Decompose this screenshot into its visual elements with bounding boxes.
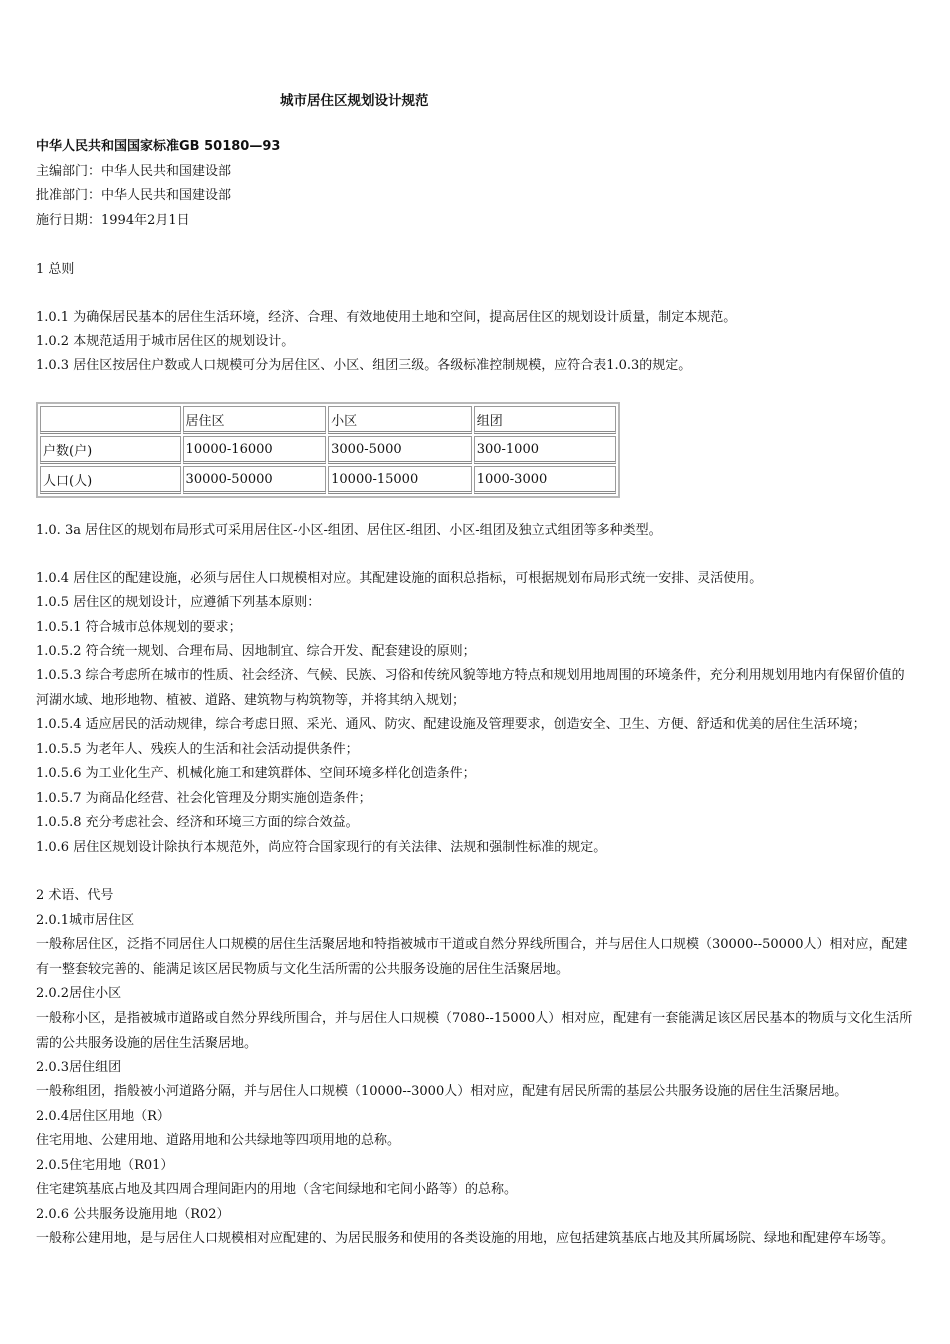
clause-1-0-6: 1.0.6 居住区规划设计除执行本规范外，尚应符合国家现行的有关法律、法规和强制性标准的规定。 (36, 840, 607, 855)
standard-number: 中华人民共和国国家标准GB 50180—93 (36, 139, 281, 154)
clause-1-0-5-6: 1.0.5.6 为工业化生产、机械化施工和建筑群体、空间环境多样化创造条件； (36, 766, 476, 781)
table-header-row (40, 406, 616, 434)
term-2-0-2: 2.0.2居住小区 (36, 986, 122, 1001)
chapter2-heading: 2 术语、代号 (36, 888, 114, 903)
clause-1-0-5-3: 1.0.5.3 综合考虑所在城市的性质、社会经济、气候、民族、习俗和传统风貌等地方特点和规划用地周围的环境条件，充分利用规划用地内有保留价值的河湖水域、地形地物、植被、道路、建筑物与构筑物等，并将其纳入规划； (36, 668, 905, 708)
clause-1-0-4: 1.0.4 居住区的配建设施，必须与居住人口规模相对应。其配建设施的面积总指标，可根据规划布局形式统一安排、灵活使用。 (36, 571, 763, 586)
document-title: 城市居住区规划设计规范 (280, 93, 429, 109)
term-2-0-5: 2.0.5住宅用地（R01） (36, 1158, 174, 1173)
table-cell: 小区 (328, 406, 472, 434)
table-cell: 10000-15000 (328, 466, 472, 494)
term-2-0-6: 2.0.6 公共服务设施用地（R02） (36, 1207, 230, 1222)
definition-2-0-5: 住宅建筑基底占地及其四周合理间距内的用地（含宅间绿地和宅间小路等）的总称。 (36, 1182, 518, 1197)
definition-2-0-4: 住宅用地、公建用地、道路用地和公共绿地等四项用地的总称。 (36, 1133, 401, 1148)
clause-1-0-1: 1.0.1 为确保居民基本的居住生活环境，经济、合理、有效地使用土地和空间，提高居住区的规划设计质量，制定本规范。 (36, 310, 737, 325)
table-cell: 30000-50000 (183, 466, 327, 494)
term-2-0-3: 2.0.3居住组团 (36, 1060, 122, 1075)
definition-2-0-3: 一般称组团，指般被小河道路分隔，并与居住人口规模（10000--3000人）相对应，配建有居民所需的基层公共服务设施的居住生活聚居地。 (36, 1084, 848, 1099)
clause-1-0-2: 1.0.2 本规范适用于城市居住区的规划设计。 (36, 334, 295, 349)
table-row (40, 436, 616, 464)
table-cell: 300-1000 (474, 436, 616, 464)
scale-table (36, 402, 620, 498)
table-row (40, 466, 616, 494)
approver-dept: 批准部门：中华人民共和国建设部 (36, 188, 232, 203)
table-cell: 组团 (474, 406, 616, 434)
clause-1-0-3: 1.0.3 居住区按居住户数或人口规模可分为居住区、小区、组团三级。各级标准控制规模，应符合表1.0.3的规定。 (36, 358, 692, 373)
table-cell: 居住区 (183, 406, 327, 434)
clause-1-0-5-1: 1.0.5.1 符合城市总体规划的要求； (36, 620, 242, 635)
clause-1-0-3a: 1.0. 3a 居住区的规划布局形式可采用居住区-小区-组团、居住区-组团、小区-组团及独立式组团等多种类型。 (36, 523, 662, 538)
table-cell: 1000-3000 (474, 466, 616, 494)
table-cell: 户数(户) (40, 436, 181, 464)
table-cell: 3000-5000 (328, 436, 472, 464)
definition-2-0-1: 一般称居住区，泛指不同居住人口规模的居住生活聚居地和特指被城市干道或自然分界线所围合，并与居住人口规模（30000--50000人）相对应，配建有一整套较完善的、能满足该区居民物质与文化生活所需的公共服务设施的居住生活聚居地。 (36, 937, 908, 977)
definition-2-0-6: 一般称公建用地，是与居住人口规模相对应配建的、为居民服务和使用的各类设施的用地，应包括建筑基底占地及其所属场院、绿地和配建停车场等。 (36, 1231, 895, 1246)
term-2-0-4: 2.0.4居住区用地（R） (36, 1109, 170, 1124)
effective-date: 施行日期：1994年2月1日 (36, 213, 190, 228)
chapter1-heading: 1 总则 (36, 262, 75, 277)
clause-1-0-5-2: 1.0.5.2 符合统一规划、合理布局、因地制宜、综合开发、配套建设的原则； (36, 644, 476, 659)
clause-1-0-5-5: 1.0.5.5 为老年人、残疾人的生活和社会活动提供条件； (36, 742, 359, 757)
clause-1-0-5-8: 1.0.5.8 充分考虑社会、经济和环境三方面的综合效益。 (36, 815, 359, 830)
table-cell: 10000-16000 (183, 436, 327, 464)
clause-1-0-5: 1.0.5 居住区的规划设计，应遵循下列基本原则： (36, 595, 321, 610)
clause-1-0-5-4: 1.0.5.4 适应居民的活动规律，综合考虑日照、采光、通风、防灾、配建设施及管理要求，创造安全、卫生、方便、舒适和优美的居住生活环境； (36, 717, 866, 732)
editor-dept: 主编部门：中华人民共和国建设部 (36, 164, 232, 179)
definition-2-0-2: 一般称小区，是指被城市道路或自然分界线所围合，并与居住人口规模（7080--15000人）相对应，配建有一套能满足该区居民基本的物质与文化生活所需的公共服务设施的居住生活聚居地。 (36, 1011, 913, 1051)
table-cell: 人口(人) (40, 466, 181, 494)
term-2-0-1: 2.0.1城市居住区 (36, 913, 135, 928)
clause-1-0-5-7: 1.0.5.7 为商品化经营、社会化管理及分期实施创造条件； (36, 791, 372, 806)
table-cell (40, 406, 181, 434)
